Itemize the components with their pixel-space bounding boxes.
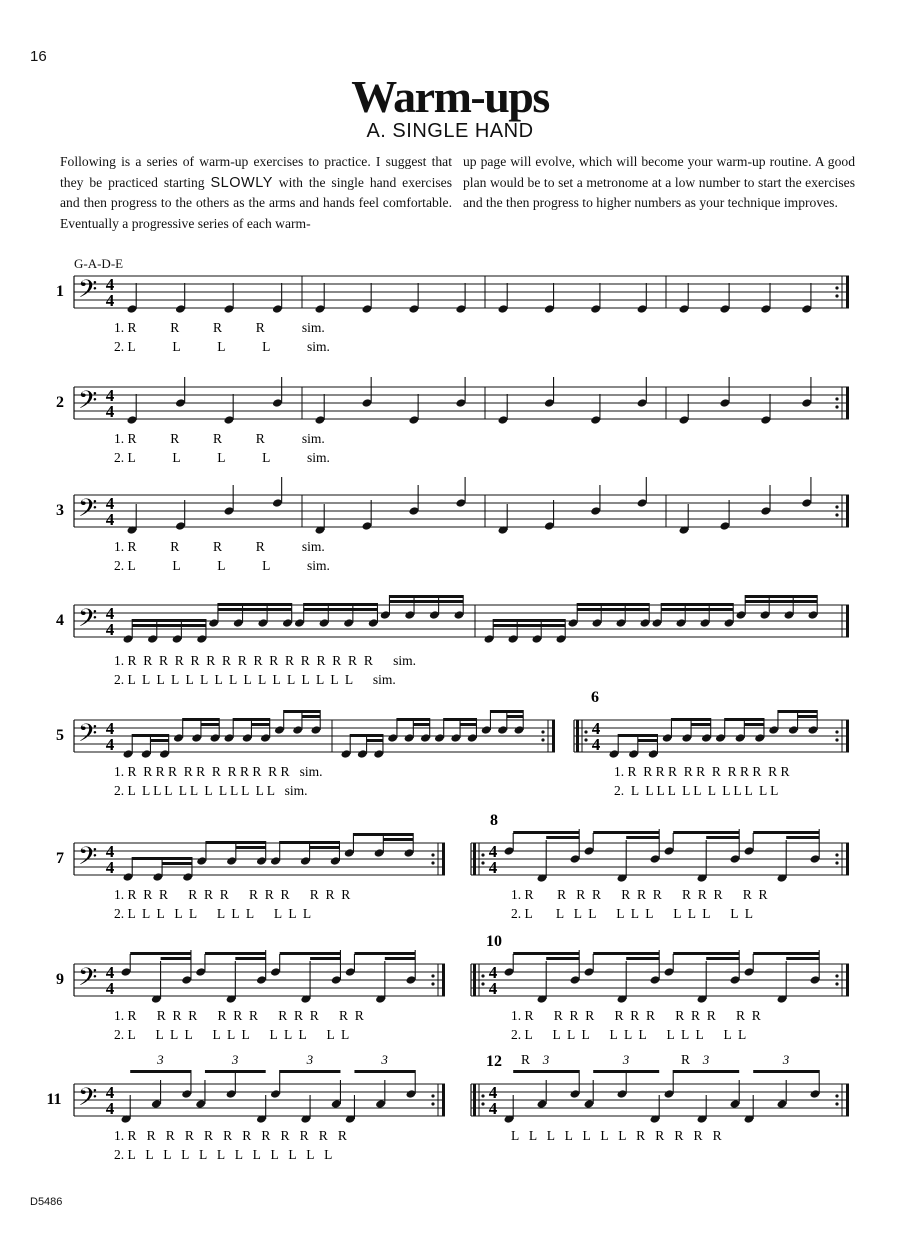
sticking-top-label: R bbox=[521, 1052, 531, 1067]
sticking-line-1: 1. R R R R R R R R R R R R bbox=[614, 764, 790, 779]
repeat-dot bbox=[835, 513, 838, 516]
beam bbox=[638, 739, 658, 742]
beam bbox=[162, 862, 192, 865]
time-signature-top: 4 bbox=[105, 386, 115, 405]
beam bbox=[444, 718, 477, 721]
repeat-dot bbox=[431, 974, 434, 977]
sticking-line-2: 2. L L L L L L L L L L L L bbox=[511, 1027, 747, 1042]
time-signature-bottom: 4 bbox=[488, 858, 498, 877]
sticking-line-2: 2. L L L L L L L L L L L L bbox=[114, 1027, 350, 1042]
repeat-dot bbox=[835, 982, 838, 985]
exercise-number: 10 bbox=[486, 933, 502, 950]
beam bbox=[577, 603, 649, 606]
sticking-line-2: 2. L L L L sim. bbox=[114, 558, 330, 573]
end-thick-line bbox=[846, 605, 849, 637]
intro-left-after: with the single hand exercises and then progress to the others as the arms and hands feel comfortable. Eventually a progressive series of each warm- bbox=[60, 174, 452, 231]
beam bbox=[284, 710, 321, 713]
end-thick-line bbox=[846, 964, 849, 996]
beam bbox=[130, 952, 191, 955]
tuplet-number: 3 bbox=[542, 1052, 550, 1067]
end-thick-line bbox=[552, 720, 555, 752]
exercise-number: 9 bbox=[56, 971, 64, 988]
beam bbox=[593, 1070, 659, 1073]
beam bbox=[218, 603, 292, 606]
time-signature-top: 4 bbox=[488, 842, 498, 861]
intro-right-column: up page will evolve, which will become your warm-up routine. A good plan would be to set a metronome at a low number to start the exercises and the then progress to higher numbers as your technique improves. bbox=[463, 154, 855, 211]
beam bbox=[744, 723, 764, 726]
sticking-line-1: 1. R R R R sim. bbox=[114, 320, 325, 335]
beam bbox=[280, 952, 341, 955]
bass-clef-icon: 𝄢 bbox=[78, 275, 98, 310]
bass-clef-icon: 𝄢 bbox=[78, 963, 98, 998]
beam bbox=[753, 1070, 819, 1073]
repeat-dot bbox=[835, 861, 838, 864]
catalog-code: D5486 bbox=[30, 1196, 63, 1208]
repeat-dot bbox=[481, 1102, 484, 1105]
beam bbox=[546, 957, 579, 960]
repeat-dot bbox=[481, 1094, 484, 1097]
beam bbox=[626, 836, 659, 839]
time-signature-top: 4 bbox=[488, 1083, 498, 1102]
beam bbox=[206, 841, 266, 844]
exercise-number: 2 bbox=[56, 394, 64, 411]
beam bbox=[593, 831, 659, 834]
beam bbox=[546, 836, 579, 839]
repeat-dot bbox=[481, 853, 484, 856]
tuplet-number: 3 bbox=[782, 1052, 790, 1067]
exercise-number: 12 bbox=[486, 1053, 502, 1070]
intro-slowly-word: SLOWLY bbox=[210, 174, 273, 191]
bass-clef-icon: 𝄢 bbox=[78, 386, 98, 421]
page-number: 16 bbox=[30, 48, 47, 65]
time-signature-top: 4 bbox=[105, 275, 115, 294]
exercise-number: 8 bbox=[490, 812, 498, 829]
repeat-dot bbox=[835, 853, 838, 856]
sticking-line-1: 1. R R R R R R R R R R R R bbox=[114, 887, 351, 902]
chord-label: G-A-D-E bbox=[74, 256, 124, 271]
sticking-line-2: 2. L L L L L L L L L L L L sim. bbox=[114, 783, 308, 798]
tuplet-number: 3 bbox=[231, 1052, 239, 1067]
beam bbox=[661, 608, 733, 611]
beam bbox=[132, 624, 206, 627]
beam bbox=[493, 624, 565, 627]
sticking-line-2: 2. L L L L L L L L L L L L bbox=[114, 1147, 333, 1162]
repeat-dot bbox=[541, 738, 544, 741]
beam bbox=[593, 952, 659, 955]
time-signature-top: 4 bbox=[591, 719, 601, 738]
beam bbox=[280, 1070, 341, 1073]
sticking-top-label: R bbox=[681, 1052, 691, 1067]
beam bbox=[130, 1070, 191, 1073]
start-repeat-thick bbox=[473, 964, 476, 996]
exercise-number: 7 bbox=[56, 850, 64, 867]
time-signature-top: 4 bbox=[105, 494, 115, 513]
time-signature-bottom: 4 bbox=[105, 858, 115, 877]
time-signature-top: 4 bbox=[105, 1083, 115, 1102]
time-signature-bottom: 4 bbox=[105, 620, 115, 639]
page-subtitle: A. SINGLE HAND bbox=[366, 120, 534, 142]
beam bbox=[513, 952, 579, 955]
end-thick-line bbox=[442, 843, 445, 875]
sticking-line-2: 2. L L L L L L L L L L L bbox=[114, 906, 312, 921]
repeat-dot bbox=[431, 1102, 434, 1105]
repeat-dot bbox=[835, 405, 838, 408]
beam bbox=[577, 608, 649, 611]
beam bbox=[618, 734, 657, 737]
time-signature-bottom: 4 bbox=[591, 735, 601, 754]
beam bbox=[201, 723, 219, 726]
beam bbox=[673, 1070, 739, 1073]
beam bbox=[161, 957, 191, 960]
repeat-dot bbox=[835, 505, 838, 508]
sticking-line-1: 1. R R R R R R R R R R R R bbox=[114, 1008, 364, 1023]
beam bbox=[786, 836, 819, 839]
beam bbox=[150, 739, 168, 742]
beam bbox=[513, 831, 579, 834]
time-signature-bottom: 4 bbox=[105, 510, 115, 529]
tuplet-number: 3 bbox=[622, 1052, 630, 1067]
beam bbox=[353, 833, 413, 836]
beam bbox=[183, 718, 220, 721]
beam bbox=[798, 715, 818, 718]
beam bbox=[507, 715, 523, 718]
beam bbox=[691, 723, 711, 726]
beam bbox=[205, 952, 266, 955]
beam bbox=[413, 723, 429, 726]
beam bbox=[383, 838, 413, 841]
beam bbox=[235, 957, 265, 960]
bass-clef-icon: 𝄢 bbox=[78, 719, 98, 754]
beam bbox=[397, 718, 430, 721]
repeat-dot bbox=[835, 1094, 838, 1097]
time-signature-top: 4 bbox=[105, 842, 115, 861]
beam bbox=[490, 710, 523, 713]
beam bbox=[493, 619, 565, 622]
beam bbox=[661, 603, 733, 606]
sticking-line-1: 1. R R R R R R R R R R R R R R R R sim. bbox=[114, 653, 416, 668]
beam bbox=[753, 831, 819, 834]
end-thick-line bbox=[846, 276, 849, 308]
exercise-number: 5 bbox=[56, 727, 64, 744]
end-thick-line bbox=[846, 1084, 849, 1116]
beam bbox=[132, 857, 192, 860]
repeat-dot bbox=[835, 294, 838, 297]
beam bbox=[706, 836, 739, 839]
end-thick-line bbox=[846, 495, 849, 527]
beam bbox=[236, 846, 266, 849]
bass-clef-icon: 𝄢 bbox=[78, 604, 98, 639]
repeat-dot bbox=[431, 853, 434, 856]
beam bbox=[350, 734, 383, 737]
time-signature-bottom: 4 bbox=[488, 979, 498, 998]
beam bbox=[626, 957, 659, 960]
repeat-dot bbox=[835, 738, 838, 741]
exercise-number: 11 bbox=[46, 1091, 62, 1108]
start-repeat-thick bbox=[576, 720, 579, 752]
beam bbox=[233, 718, 270, 721]
time-signature-bottom: 4 bbox=[105, 402, 115, 421]
exercise-number: 4 bbox=[56, 612, 64, 629]
repeat-dot bbox=[431, 982, 434, 985]
repeat-dot bbox=[431, 1094, 434, 1097]
beam bbox=[745, 600, 817, 603]
beam bbox=[389, 595, 463, 598]
beam bbox=[302, 715, 320, 718]
time-signature-bottom: 4 bbox=[105, 1099, 115, 1118]
beam bbox=[205, 1070, 266, 1073]
repeat-dot bbox=[481, 974, 484, 977]
beam bbox=[310, 957, 340, 960]
bass-clef-icon: 𝄢 bbox=[78, 842, 98, 877]
exercise-number: 3 bbox=[56, 502, 64, 519]
beam bbox=[367, 739, 383, 742]
beam bbox=[460, 723, 476, 726]
sticking-line-1: L L L L L L L R R R R R bbox=[511, 1128, 722, 1143]
bass-clef-icon: 𝄢 bbox=[78, 1083, 98, 1118]
end-thick-line bbox=[442, 964, 445, 996]
repeat-dot bbox=[584, 738, 587, 741]
sticking-line-2: 2. L L L L L L L L L L L L bbox=[511, 906, 753, 921]
beam bbox=[280, 841, 340, 844]
repeat-dot bbox=[481, 861, 484, 864]
repeat-dot bbox=[835, 286, 838, 289]
time-signature-bottom: 4 bbox=[105, 291, 115, 310]
time-signature-top: 4 bbox=[488, 963, 498, 982]
exercise-number: 1 bbox=[56, 283, 64, 300]
sticking-line-1: 1. R R R R R R R R R R R R bbox=[511, 887, 768, 902]
beam bbox=[745, 595, 817, 598]
sticking-line-1: 1. R R R R sim. bbox=[114, 431, 325, 446]
time-signature-bottom: 4 bbox=[105, 979, 115, 998]
beam bbox=[673, 952, 739, 955]
beam bbox=[753, 952, 819, 955]
time-signature-top: 4 bbox=[105, 604, 115, 623]
time-signature-top: 4 bbox=[105, 719, 115, 738]
repeat-dot bbox=[481, 982, 484, 985]
sticking-line-2: 2. L L L L L L L L L L L L L L L L sim. bbox=[114, 672, 396, 687]
beam bbox=[251, 723, 269, 726]
sticking-line-1: 1. R R R R sim. bbox=[114, 539, 325, 554]
beam bbox=[673, 831, 739, 834]
repeat-dot bbox=[835, 1102, 838, 1105]
start-repeat-thick bbox=[473, 843, 476, 875]
end-thick-line bbox=[846, 720, 849, 752]
tuplet-number: 3 bbox=[157, 1052, 164, 1067]
beam bbox=[354, 1070, 415, 1073]
beam bbox=[778, 710, 817, 713]
beam bbox=[786, 957, 819, 960]
end-thick-line bbox=[846, 387, 849, 419]
tuplet-number: 3 bbox=[306, 1052, 314, 1067]
end-thick-line bbox=[846, 843, 849, 875]
repeat-dot bbox=[835, 397, 838, 400]
sticking-line-2: 2. L L L L L L L L L L L L bbox=[614, 783, 779, 798]
start-repeat-thick bbox=[473, 1084, 476, 1116]
repeat-dot bbox=[431, 861, 434, 864]
time-signature-bottom: 4 bbox=[105, 735, 115, 754]
beam bbox=[671, 718, 710, 721]
beam bbox=[354, 952, 415, 955]
sticking-line-1: 1. R R R R R R R R R R R R bbox=[511, 1008, 761, 1023]
beam bbox=[218, 608, 292, 611]
sticking-line-1: 1. R R R R R R R R R R R R sim. bbox=[114, 764, 323, 779]
page-title: Warm-ups bbox=[351, 71, 549, 122]
repeat-dot bbox=[835, 730, 838, 733]
intro-left-before: Following is a series of warm-up exercises to practice. I suggest that they be practiced starting bbox=[60, 154, 452, 190]
repeat-dot bbox=[584, 730, 587, 733]
end-thick-line bbox=[442, 1084, 445, 1116]
beam bbox=[706, 957, 739, 960]
tuplet-number: 3 bbox=[702, 1052, 710, 1067]
beam bbox=[389, 600, 463, 603]
beam bbox=[310, 846, 340, 849]
beam bbox=[304, 608, 378, 611]
beam bbox=[385, 957, 415, 960]
exercise-number: 6 bbox=[591, 689, 599, 706]
beam bbox=[132, 734, 169, 737]
time-signature-top: 4 bbox=[105, 963, 115, 982]
repeat-dot bbox=[835, 974, 838, 977]
tuplet-number: 3 bbox=[381, 1052, 388, 1067]
beam bbox=[304, 603, 378, 606]
beam bbox=[132, 619, 206, 622]
beam bbox=[513, 1070, 579, 1073]
sticking-line-2: 2. L L L L sim. bbox=[114, 339, 330, 354]
beam bbox=[725, 718, 764, 721]
sticking-line-1: 1. R R R R R R R R R R R R bbox=[114, 1128, 347, 1143]
time-signature-bottom: 4 bbox=[488, 1099, 498, 1118]
sticking-line-2: 2. L L L L sim. bbox=[114, 450, 330, 465]
repeat-dot bbox=[541, 730, 544, 733]
bass-clef-icon: 𝄢 bbox=[78, 494, 98, 529]
